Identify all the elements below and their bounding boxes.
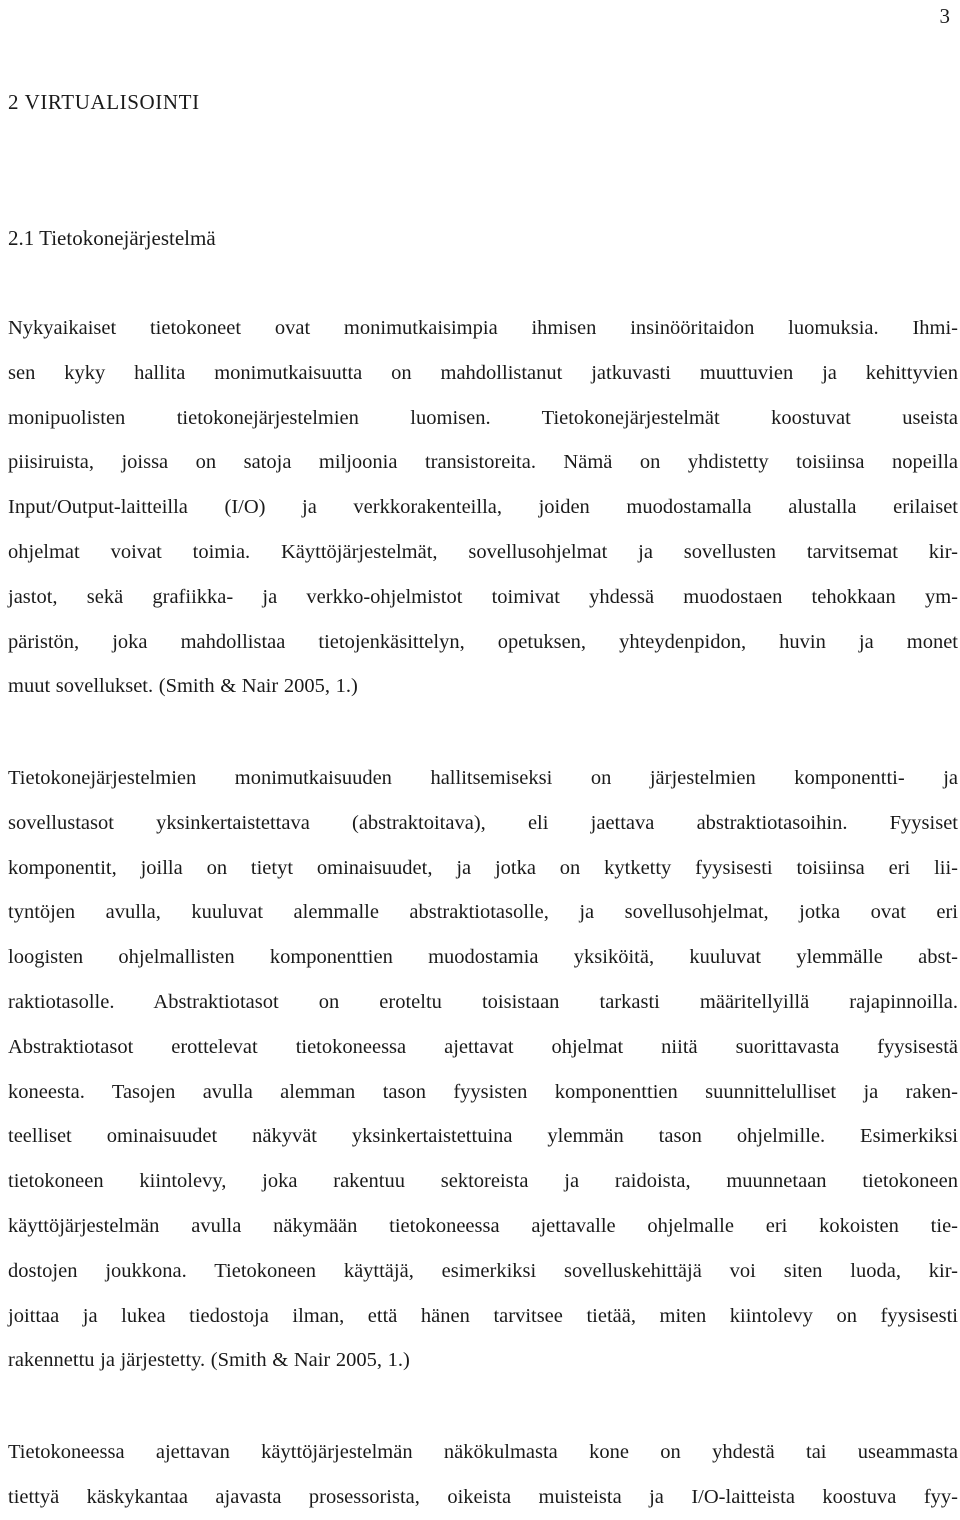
paragraph-line: Input/Output-laitteilla (I/O) ja verkkorakenteilla, joiden muodostamalla alustalla erilaiset	[8, 496, 958, 519]
paragraph-line: raktiotasolle. Abstraktiotasot on eroteltu toisistaan tarkasti määritellyillä rajapinnoilla.	[8, 990, 958, 1013]
paragraph-3	[8, 1430, 958, 1520]
section-heading: 2.1 Tietokonejärjestelmä	[8, 226, 216, 250]
paragraph-line: Tietokonejärjestelmien monimutkaisuuden hallitsemiseksi on järjestelmien komponentti- ja	[8, 767, 958, 789]
paragraph-1	[8, 306, 958, 709]
paragraph-line: dostojen joukkona. Tietokoneen käyttäjä, esimerkiksi sovelluskehittäjä voi siten luoda, kir-	[8, 1259, 958, 1282]
paragraph-line: jastot, sekä grafiikka- ja verkko-ohjelmistot toimivat yhdessä muodostaen tehokkaan ym-	[8, 585, 958, 608]
paragraph-2	[8, 756, 958, 1383]
paragraph-line: joittaa ja lukea tiedostoja ilman, että hänen tarvitsee tietää, miten kiintolevy on fyysisesti	[8, 1304, 958, 1327]
paragraph-line: Abstraktiotasot erottelevat tietokoneessa ajettavat ohjelmat niitä suorittavasta fyysisestä	[8, 1035, 958, 1058]
paragraph-line: rakennettu ja järjestetty. (Smith & Nair 2005, 1.)	[8, 1349, 410, 1372]
paragraph-line: käyttöjärjestelmän avulla näkymään tietokoneessa ajettavalle ohjelmalle eri kokoisten tie-	[8, 1214, 958, 1237]
paragraph-line: teelliset ominaisuudet näkyvät yksinkertaistettuina ylemmän tason ohjelmille. Esimerkiksi	[8, 1125, 958, 1148]
paragraph-line: Nykyaikaiset tietokoneet ovat monimutkaisimpia ihmisen insinööritaidon luomuksia. Ihmi-	[8, 317, 958, 339]
paragraph-line: tietokoneen kiintolevy, joka rakentuu sektoreista ja raidoista, muunnetaan tietokoneen	[8, 1170, 958, 1193]
paragraph-line: päristön, joka mahdollistaa tietojenkäsittelyn, opetuksen, yhteydenpidon, huvin ja monet	[8, 630, 958, 653]
paragraph-line: piisiruista, joissa on satoja miljoonia transistoreita. Nämä on yhdistetty toisiinsa nopeilla	[8, 451, 958, 474]
paragraph-line: Tietokoneessa ajettavan käyttöjärjestelmän näkökulmasta kone on yhdestä tai useammasta	[8, 1441, 958, 1463]
paragraph-line: koneesta. Tasojen avulla alemman tason fyysisten komponenttien suunnittelulliset ja raken-	[8, 1080, 958, 1103]
paragraph-line: loogisten ohjelmallisten komponenttien muodostamia yksiköitä, kuuluvat ylemmälle abst-	[8, 946, 958, 969]
paragraph-line: tiettyä käskykantaa ajavasta prosessorista, oikeista muisteista ja I/O-laitteista koostuva fyy-	[8, 1485, 958, 1508]
chapter-heading: 2 VIRTUALISOINTI	[8, 90, 200, 114]
paragraph-line: tyntöjen avulla, kuuluvat alemmalle abstraktiotasolle, ja sovellusohjelmat, jotka ovat eri	[8, 901, 958, 924]
page-number: 3	[939, 4, 950, 28]
paragraph-line: monipuolisten tietokonejärjestelmien luomisen. Tietokonejärjestelmät koostuvat useista	[8, 406, 958, 429]
paragraph-line: sen kyky hallita monimutkaisuutta on mahdollistanut jatkuvasti muuttuvien ja kehittyvien	[8, 361, 958, 384]
paragraph-line: komponentit, joilla on tietyt ominaisuudet, ja jotka on kytketty fyysisesti toisiinsa eri lii-	[8, 856, 958, 879]
paragraph-line: sovellustasot yksinkertaistettava (abstraktoitava), eli jaettava abstraktiotasoihin. Fyysiset	[8, 811, 958, 834]
paragraph-line: muut sovellukset. (Smith & Nair 2005, 1.)	[8, 675, 358, 698]
paragraph-line: ohjelmat voivat toimia. Käyttöjärjestelmät, sovellusohjelmat ja sovellusten tarvitsemat kir-	[8, 540, 958, 563]
